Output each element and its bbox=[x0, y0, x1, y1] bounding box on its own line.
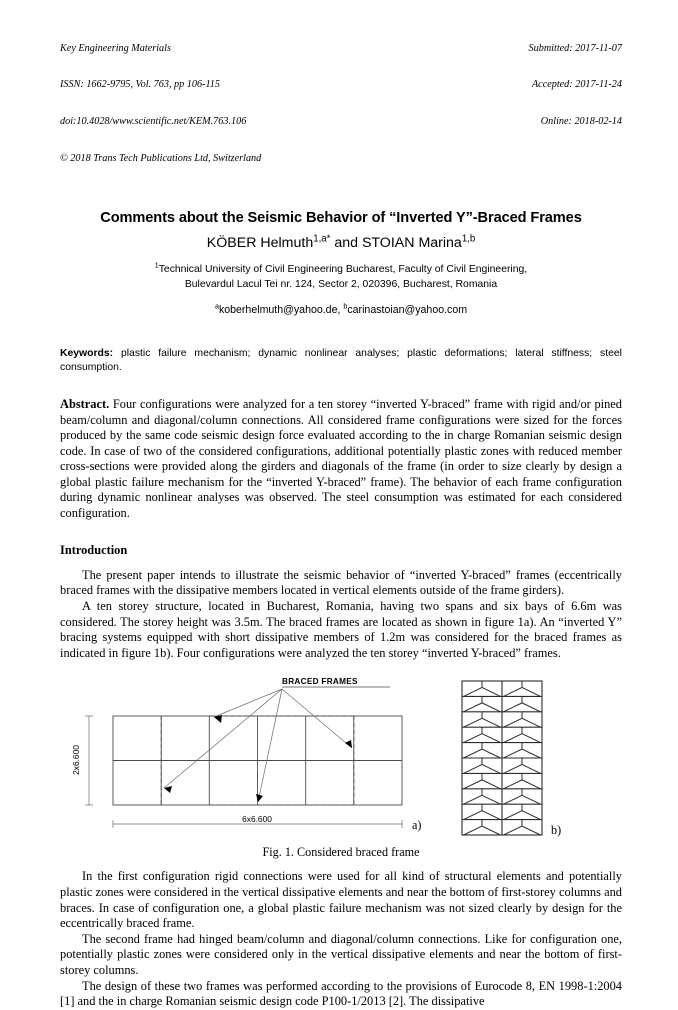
brace-diagonal-left-s5-b1 bbox=[464, 765, 483, 774]
brace-diagonal-left-s6-b2 bbox=[504, 749, 523, 758]
figure-1 bbox=[60, 673, 622, 848]
leader-line-2 bbox=[214, 689, 282, 717]
journal-doi: doi:10.4028/www.scientific.net/KEM.763.106 bbox=[60, 116, 247, 128]
submitted-date: Submitted: 2017-11-07 bbox=[528, 42, 622, 54]
page-content bbox=[60, 18, 622, 1010]
brace-diagonal-right-s10-b2 bbox=[522, 688, 541, 697]
intro-paragraph-2: A ten storey structure, located in Bucharest, Romania, having two spans and six bays of 6.6m was considered. The storey height was 3.5m. The braced frames are located as shown in figure 1a). An “inverted Y” bracing systems equipped with short dissipative members of 1.2m was considered for the braced frames as indicated in figure 1b). Four configurations were analyzed the ten storey “inverted Y-braced” frames. bbox=[60, 599, 622, 660]
brace-diagonal-left-s4-b2 bbox=[504, 780, 523, 789]
brace-diagonal-right-s9-b2 bbox=[522, 703, 541, 712]
dim-horizontal-label: 6x6.600 bbox=[242, 814, 272, 825]
keywords-text: plastic failure mechanism; dynamic nonlinear analyses; plastic deformations; lateral stiffness; steel consumption. bbox=[60, 348, 622, 373]
author-conjunction: and bbox=[330, 235, 362, 252]
email-author-one[interactable]: koberhelmuth@yahoo.de, bbox=[218, 304, 344, 317]
email-b-marker: b bbox=[343, 301, 348, 311]
affiliation-line-two: Bulevardul Lacul Tei nr. 124, Sector 2, 020396, Bucharest, Romania bbox=[184, 278, 498, 290]
brace-diagonal-right-s4-b2 bbox=[522, 780, 541, 789]
brace-diagonal-right-s3-b2 bbox=[522, 796, 541, 805]
brace-diagonal-left-s1-b1 bbox=[464, 826, 483, 835]
brace-diagonal-right-s1-b2 bbox=[522, 826, 541, 835]
brace-diagonal-left-s3-b2 bbox=[504, 796, 523, 805]
abstract-text: Four configurations were analyzed for a ten storey “inverted Y-braced” frame with rigid and/or pined beam/column and diagonal/column connections. All considered frame configurations were sized for the forces produced by the same code seismic design force evaluated according to the in charge Romanian seismic design code. In case of two of the considered configurations, additional potentially plastic zones with reduced member cross-sections were provided along the girders and diagonals of the frame (in order to size clearly by design a global plastic failure mechanism for the “inverted Y-braced” frame). The behavior of each frame configuration during dynamic nonlinear analyses was observed. The steel consumption was estimated for each considered configuration. bbox=[60, 397, 622, 520]
journal-header-right bbox=[529, 18, 622, 153]
body-paragraph-3: In the first configuration rigid connections were used for all kind of structural elements and potentially plastic zones were considered in the vertical dissipative elements and near the bottom of first-storey columns and braces. In case of configuration one, a global plastic failure mechanism was not sized clearly by design for the eccentrically braced frame. bbox=[60, 869, 622, 931]
keywords-block bbox=[60, 347, 622, 374]
brace-diagonal-right-s7-b2 bbox=[522, 734, 541, 743]
brace-diagonal-right-s5-b2 bbox=[522, 765, 541, 774]
brace-diagonal-right-s10-b1 bbox=[482, 688, 501, 697]
journal-issn-volume: ISSN: 1662-9795, Vol. 763, pp 106-115 bbox=[60, 79, 220, 91]
email-a-marker: a bbox=[214, 301, 219, 311]
journal-copyright: © 2018 Trans Tech Publications Ltd, Switzerland bbox=[60, 153, 262, 165]
author-one-affiliation-marker: 1,a* bbox=[313, 233, 331, 245]
email-author-two[interactable]: carinastoian@yahoo.com bbox=[347, 304, 468, 317]
brace-diagonal-left-s10-b1 bbox=[464, 688, 483, 697]
brace-diagonal-right-s1-b1 bbox=[482, 826, 501, 835]
figure-part-b-label: b) bbox=[551, 823, 562, 838]
author-one-name: KÖBER Helmuth bbox=[206, 235, 314, 252]
figure-1-graphic bbox=[60, 673, 622, 848]
brace-diagonal-right-s2-b1 bbox=[482, 811, 501, 820]
abstract-label: Abstract. bbox=[60, 397, 110, 412]
brace-diagonal-left-s1-b2 bbox=[504, 826, 523, 835]
figure-part-a-label: a) bbox=[412, 818, 422, 833]
arrow-head-4 bbox=[345, 740, 352, 748]
brace-diagonal-left-s6-b1 bbox=[464, 749, 483, 758]
brace-diagonal-left-s2-b2 bbox=[504, 811, 523, 820]
figure-1-caption: Fig. 1. Considered braced frame bbox=[262, 845, 420, 860]
journal-name: Key Engineering Materials bbox=[60, 42, 171, 54]
brace-diagonal-right-s2-b2 bbox=[522, 811, 541, 820]
accepted-date: Accepted: 2017-11-24 bbox=[531, 79, 622, 91]
online-date: Online: 2018-02-14 bbox=[540, 116, 622, 128]
brace-diagonal-right-s4-b1 bbox=[482, 780, 501, 789]
affiliation-line-one: Technical University of Civil Engineering Bucharest, Faculty of Civil Engineering, bbox=[158, 264, 528, 276]
brace-diagonal-left-s7-b2 bbox=[504, 734, 523, 743]
affiliation-block bbox=[60, 263, 622, 292]
brace-diagonal-left-s3-b1 bbox=[464, 796, 483, 805]
brace-diagonal-right-s9-b1 bbox=[482, 703, 501, 712]
author-two-name: STOIAN Marina bbox=[361, 235, 462, 252]
brace-diagonal-left-s7-b1 bbox=[464, 734, 483, 743]
abstract-block bbox=[60, 397, 622, 521]
author-list bbox=[60, 234, 622, 252]
brace-diagonal-left-s8-b2 bbox=[504, 719, 523, 728]
arrow-head-3 bbox=[256, 794, 263, 802]
author-emails bbox=[60, 303, 622, 317]
brace-diagonal-left-s4-b1 bbox=[464, 780, 483, 789]
brace-diagonal-left-s10-b2 bbox=[504, 688, 523, 697]
section-heading-introduction: Introduction bbox=[60, 543, 128, 558]
brace-diagonal-right-s8-b2 bbox=[522, 719, 541, 728]
brace-diagonal-right-s7-b1 bbox=[482, 734, 501, 743]
brace-diagonal-right-s5-b1 bbox=[482, 765, 501, 774]
leader-line-4 bbox=[282, 689, 352, 748]
affiliation-marker: 1 bbox=[154, 262, 159, 270]
brace-diagonal-right-s8-b1 bbox=[482, 719, 501, 728]
author-two-affiliation-marker: 1,b bbox=[461, 233, 476, 245]
brace-diagonal-left-s2-b1 bbox=[464, 811, 483, 820]
brace-diagonal-right-s6-b2 bbox=[522, 749, 541, 758]
brace-diagonal-left-s5-b2 bbox=[504, 765, 523, 774]
brace-diagonal-right-s3-b1 bbox=[482, 796, 501, 805]
brace-diagonal-left-s9-b1 bbox=[464, 703, 483, 712]
journal-header bbox=[60, 18, 622, 190]
brace-diagonal-left-s8-b1 bbox=[464, 719, 483, 728]
body-paragraph-4: The second frame had hinged beam/column and diagonal/column connections. Like for configuration one, potentially plastic zones were considered only in the vertical dissipative elements and near the bottom of first-storey columns. bbox=[60, 931, 622, 977]
intro-paragraph-1: The present paper intends to illustrate the seismic behavior of “inverted Y-braced” frames (eccentrically braced frames with the dissipative members located in vertical elements outside of the frame girders). bbox=[60, 567, 622, 598]
journal-header-left bbox=[60, 18, 261, 190]
dim-vertical-label: 2x6.600 bbox=[71, 745, 81, 776]
brace-diagonal-right-s6-b1 bbox=[482, 749, 501, 758]
body-paragraph-5: The design of these two frames was performed according to the provisions of Eurocode 8, EN 1998-1:2004 [1] and the in charge Romanian seismic design code P100-1/2013 [2]. The dissipative bbox=[60, 978, 622, 1009]
braced-frames-label: BRACED FRAMES bbox=[282, 677, 358, 687]
paper-title: Comments about the Seismic Behavior of “Inverted Y”-Braced Frames bbox=[100, 210, 582, 227]
keywords-label: Keywords: bbox=[60, 348, 114, 360]
brace-diagonal-left-s9-b2 bbox=[504, 703, 523, 712]
